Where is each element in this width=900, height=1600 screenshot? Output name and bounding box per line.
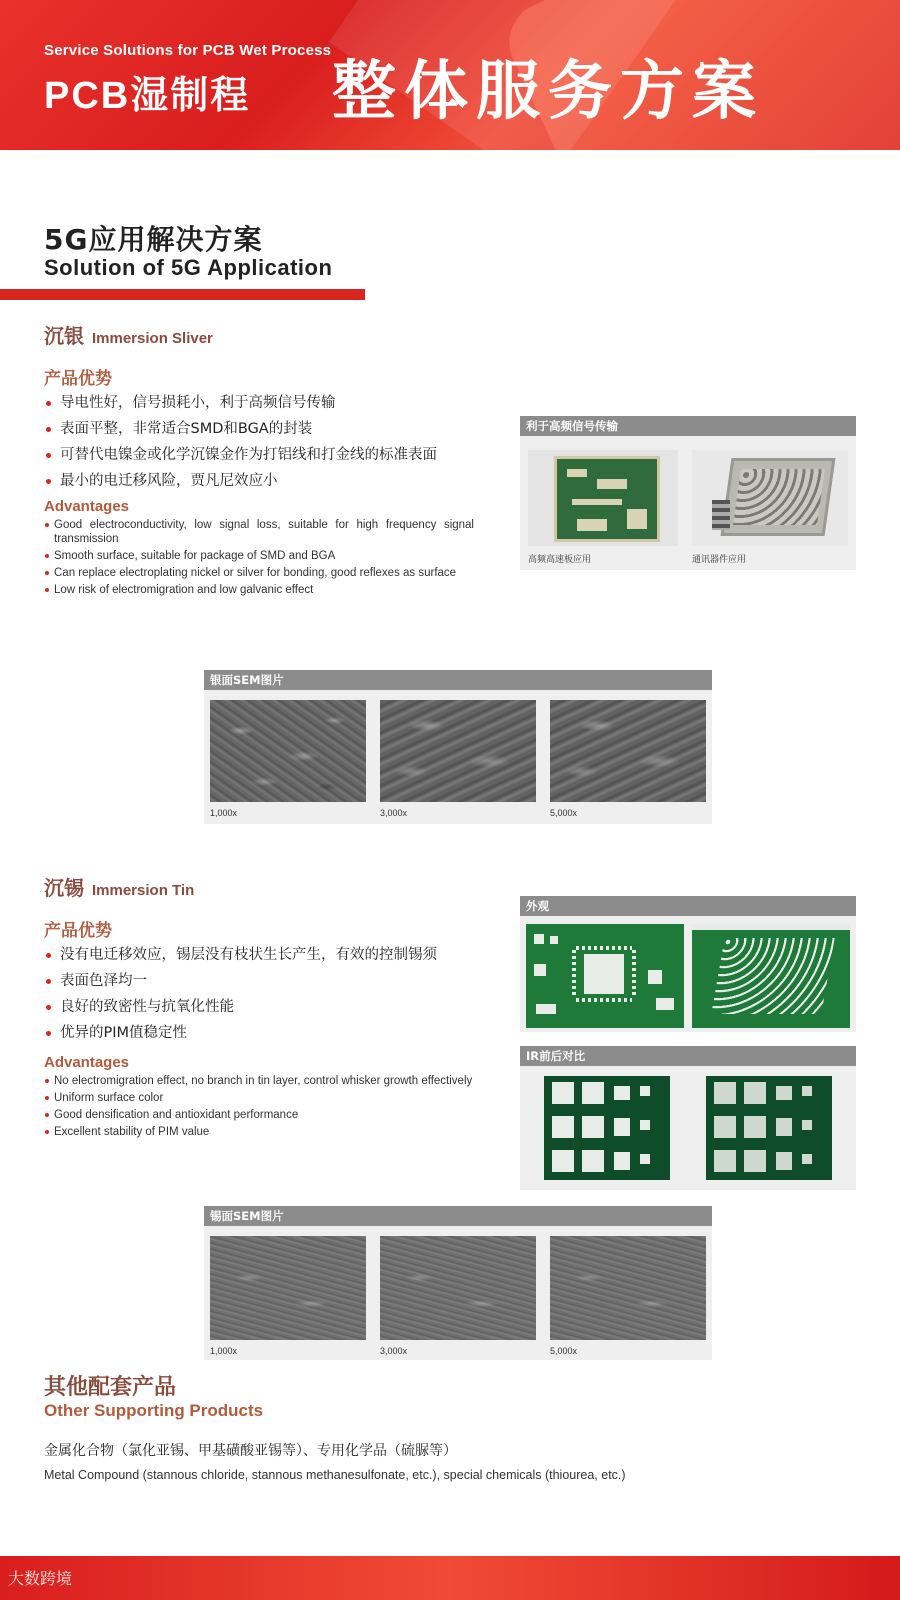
list-item: 没有电迁移效应，锡层没有枝状生长产生，有效的控制锡须 [44, 942, 437, 968]
tin-adv-en-title: Advantages [44, 1054, 130, 1071]
section-title-cn: 5G应用解决方案 [44, 223, 263, 256]
sem-image-1000x [210, 1236, 366, 1340]
silver-adv-en-list [44, 518, 474, 600]
other-title-en: Other Supporting Products [44, 1401, 264, 1420]
list-item: Smooth surface, suitable for package of SMD and BGA [44, 549, 474, 563]
list-item: Low risk of electromigration and low galvanic effect [44, 583, 474, 597]
silver-adv-cn-title: 产品优势 [44, 369, 112, 389]
panel-title: 银面SEM图片 [204, 670, 712, 690]
header-title-part2: 整体服务方案 [332, 55, 764, 129]
appearance-image-bga [692, 924, 850, 1028]
tin-sem-panel [204, 1206, 712, 1360]
list-item: 最小的电迁移风险，贾凡尼效应小 [44, 468, 437, 494]
panel-title: IR前后对比 [520, 1046, 856, 1066]
caption: 5,000x [550, 808, 578, 818]
caption: 高频高速板应用 [528, 554, 592, 564]
tin-name-cn: 沉锡 [44, 876, 84, 900]
silver-application-panel [520, 416, 856, 570]
header-banner [0, 0, 900, 150]
list-item: 良好的致密性与抗氧化性能 [44, 994, 437, 1020]
caption: 3,000x [380, 808, 408, 818]
section-title-en: Solution of 5G Application [44, 255, 333, 280]
sem-image-3000x [380, 1236, 536, 1340]
silver-sem-panel [204, 670, 712, 824]
panel-title: 外观 [520, 896, 856, 916]
caption: 3,000x [380, 1346, 408, 1356]
ir-after-image [706, 1076, 832, 1180]
panel-title: 利于高频信号传输 [520, 416, 856, 436]
tin-adv-en-list [44, 1074, 474, 1142]
list-item: 表面平整，非常适合SMD和BGA的封装 [44, 416, 437, 442]
tin-name-en: Immersion Tin [92, 882, 195, 899]
tin-adv-cn-list [44, 942, 437, 1046]
caption: 1,000x [210, 1346, 238, 1356]
header-title-part1: PCB湿制程 [44, 75, 251, 117]
silver-adv-en-title: Advantages [44, 498, 130, 515]
telecom-device-image [692, 450, 848, 546]
other-text-en: Metal Compound (stannous chloride, stannous methanesulfonate, etc.), special chemicals (thiourea, etc.) [44, 1468, 626, 1482]
list-item: 表面色泽均一 [44, 968, 437, 994]
hf-board-image [528, 450, 678, 546]
silver-heading [44, 320, 213, 349]
device-housing [721, 458, 836, 536]
tin-heading [44, 872, 194, 901]
header-subtitle: Service Solutions for PCB Wet Process [44, 42, 332, 59]
other-text-cn: 金属化合物（氯化亚锡、甲基磺酸亚锡等）、专用化学品（硫脲等） [44, 1443, 457, 1459]
list-item: Uniform surface color [44, 1091, 474, 1105]
list-item: Good densification and antioxidant performance [44, 1108, 474, 1122]
sem-image-5000x [550, 700, 706, 802]
appearance-image-qfp [526, 924, 684, 1028]
list-item: 优异的PIM值稳定性 [44, 1020, 437, 1046]
list-item: Good electroconductivity, low signal loss, suitable for high frequency signal transmission [44, 518, 474, 546]
sem-image-3000x [380, 700, 536, 802]
tin-adv-cn-title: 产品优势 [44, 921, 112, 941]
caption: 通讯器件应用 [692, 554, 747, 564]
sem-image-1000x [210, 700, 366, 802]
silver-adv-cn-list [44, 390, 437, 494]
caption: 1,000x [210, 808, 238, 818]
watermark: 大数跨境 [8, 1569, 73, 1588]
list-item: 导电性好，信号损耗小，利于高频信号传输 [44, 390, 437, 416]
list-item: No electromigration effect, no branch in tin layer, control whisker growth effectively [44, 1074, 474, 1088]
silver-name-cn: 沉银 [44, 324, 84, 348]
footer-banner [0, 1556, 900, 1600]
list-item: Excellent stability of PIM value [44, 1125, 474, 1139]
panel-title: 锡面SEM图片 [204, 1206, 712, 1226]
caption: 5,000x [550, 1346, 578, 1356]
tin-ir-panel [520, 1046, 856, 1190]
other-title-cn: 其他配套产品 [44, 1375, 177, 1400]
ir-before-image [544, 1076, 670, 1180]
silver-name-en: Immersion Sliver [92, 330, 213, 347]
section-divider [0, 289, 365, 300]
list-item: 可替代电镍金或化学沉镍金作为打铝线和打金线的标准表面 [44, 442, 437, 468]
list-item: Can replace electroplating nickel or silver for bonding, good reflexes as surface [44, 566, 474, 580]
sem-image-5000x [550, 1236, 706, 1340]
tin-appearance-panel [520, 896, 856, 1032]
pcb-board [554, 456, 660, 542]
